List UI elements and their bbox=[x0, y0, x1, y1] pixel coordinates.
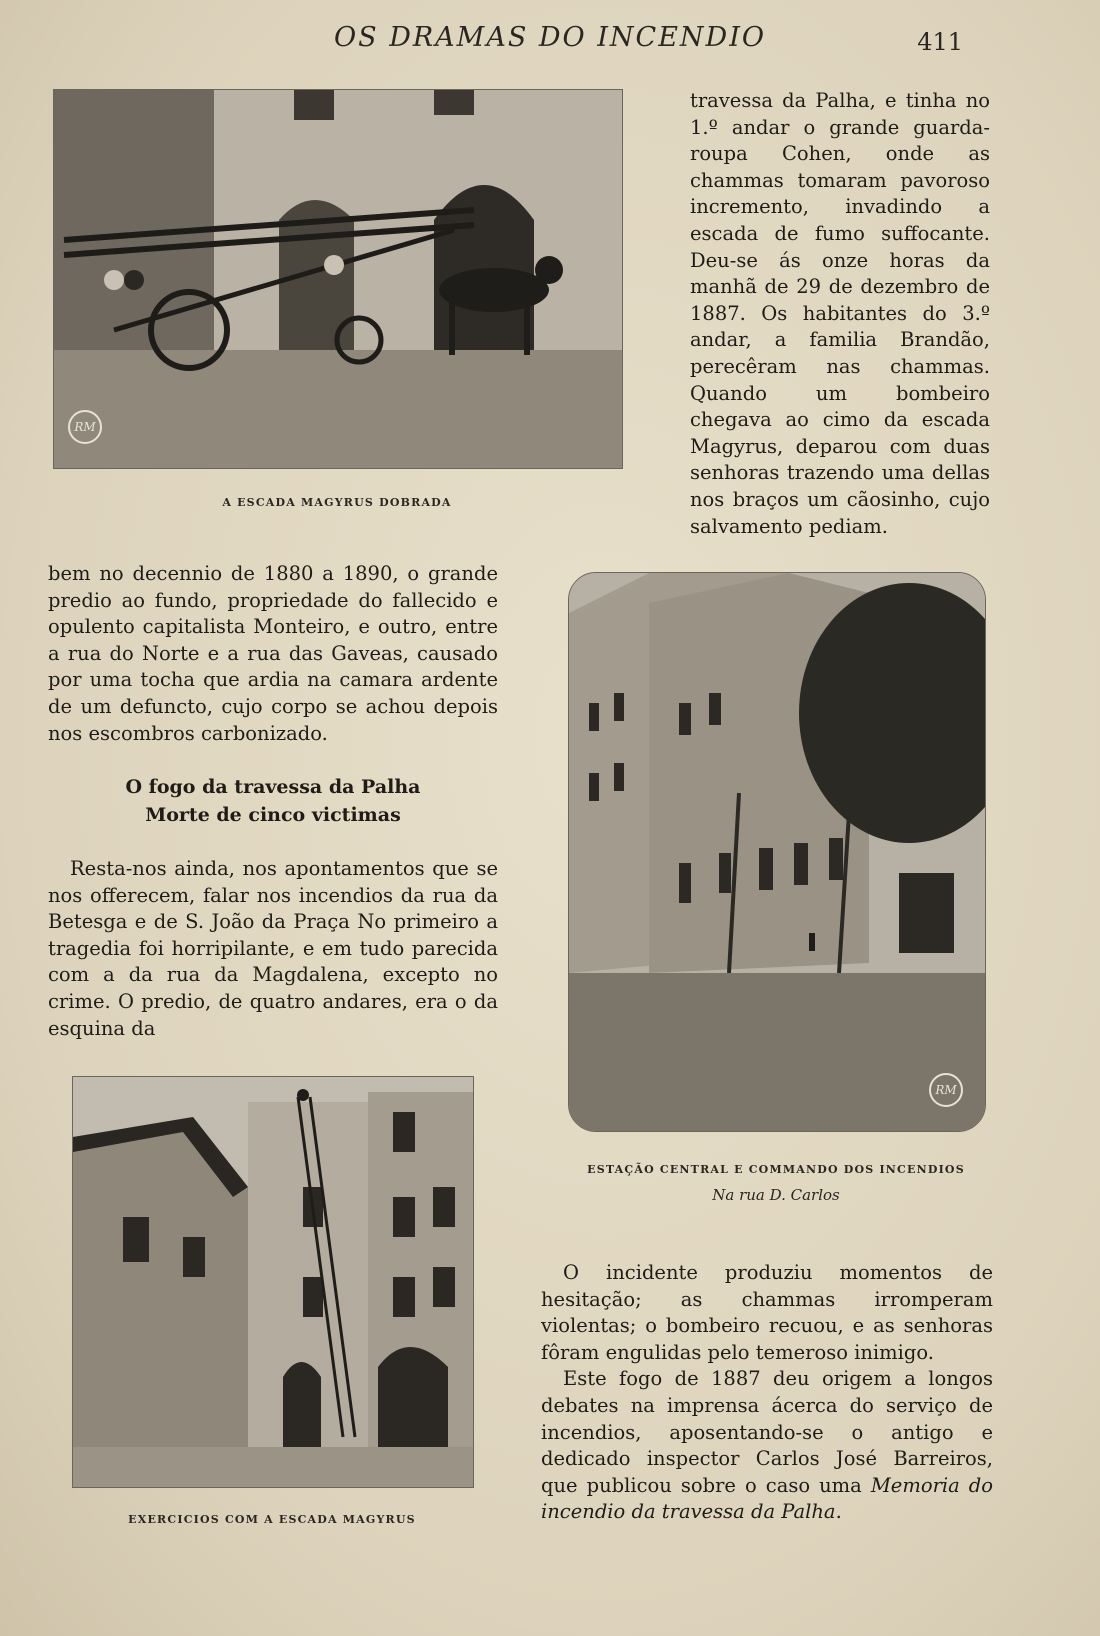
left-column-text-2 bbox=[48, 856, 498, 1042]
caption-magyrus-ladder-folded: A ESCADA MAGYRUS DOBRADA bbox=[222, 496, 452, 509]
photographer-monogram: RM bbox=[68, 410, 102, 444]
left-column-text-1 bbox=[48, 561, 498, 747]
section-heading bbox=[48, 773, 498, 829]
photographer-monogram: RM bbox=[929, 1073, 963, 1107]
horse-drawn-ladder-photo-icon bbox=[54, 90, 622, 468]
page-number: 411 bbox=[917, 28, 963, 56]
right-column-top-text bbox=[690, 88, 990, 540]
ladder-exercise-photo-icon bbox=[73, 1077, 473, 1487]
fire-station-building-photo-icon bbox=[569, 573, 985, 1131]
paragraph: O incidente produziu momentos de hesitação; as chammas irromperam violentas; o bombeiro recuou, e as senhoras fôram engulidas pelo temeroso inimigo. bbox=[541, 1261, 993, 1364]
section-heading-line-1: O fogo da travessa da Palha bbox=[125, 776, 421, 798]
paragraph-end: . bbox=[835, 1500, 842, 1524]
subcaption-rua-d-carlos: Na rua D. Carlos bbox=[712, 1186, 840, 1204]
paragraph: Resta-nos ainda, nos apontamentos que se nos offerecem, falar nos incendios da rua da Betesga e de S. João da Praça No primeiro a tragedia foi horripilante, e em tudo parecida com a da rua da Magdalena, excepto no crime. O predio, de quatro andares, era o da esquina da bbox=[48, 857, 498, 1040]
photo-central-fire-station bbox=[568, 572, 986, 1132]
caption-central-fire-station: ESTAÇÃO CENTRAL E COMMANDO DOS INCENDIOS bbox=[587, 1163, 965, 1176]
running-header-title: OS DRAMAS DO INCENDIO bbox=[333, 22, 766, 53]
paragraph: bem no decennio de 1880 a 1890, o grande predio ao fundo, propriedade do fallecido e opulento capitalista Monteiro, e outro, entre a rua do Norte e a rua das Gaveas, causado por uma tocha que ardia na camara ardente de um defuncto, cujo corpo se achou depois nos escombros carbonizado. bbox=[48, 562, 498, 745]
section-heading-line-2: Morte de cinco victimas bbox=[145, 804, 401, 826]
paragraph-text: Este fogo de 1887 deu origem a longos debates na imprensa ácerca do serviço de incendios, aposentando-se o antigo e dedicado inspector Carlos José Barreiros, que publicou sobre o caso uma bbox=[541, 1367, 993, 1497]
photo-magyrus-ladder-exercise bbox=[72, 1076, 474, 1488]
right-column-bottom-text bbox=[541, 1260, 993, 1526]
photo-magyrus-ladder-folded bbox=[53, 89, 623, 469]
paragraph bbox=[541, 1366, 993, 1526]
caption-magyrus-ladder-exercise: EXERCICIOS COM A ESCADA MAGYRUS bbox=[128, 1513, 416, 1526]
paragraph: travessa da Palha, e tinha no 1.º andar o grande guarda-roupa Cohen, onde as chammas tomaram pavoroso incremento, invadindo a escada de fumo suffocante. Deu-se ás onze horas da manhã de 29 de dezembro de 1887. Os habitantes do 3.º andar, a familia Brandão, perecêram nas chammas. Quando um bombeiro chegava ao cimo da escada Magyrus, deparou com duas senhoras trazendo uma dellas nos braços um cãosinho, cujo salvamento pediam. bbox=[690, 89, 990, 538]
memoria-title: Memoria do incendio da travessa da Palha bbox=[541, 1473, 994, 1524]
